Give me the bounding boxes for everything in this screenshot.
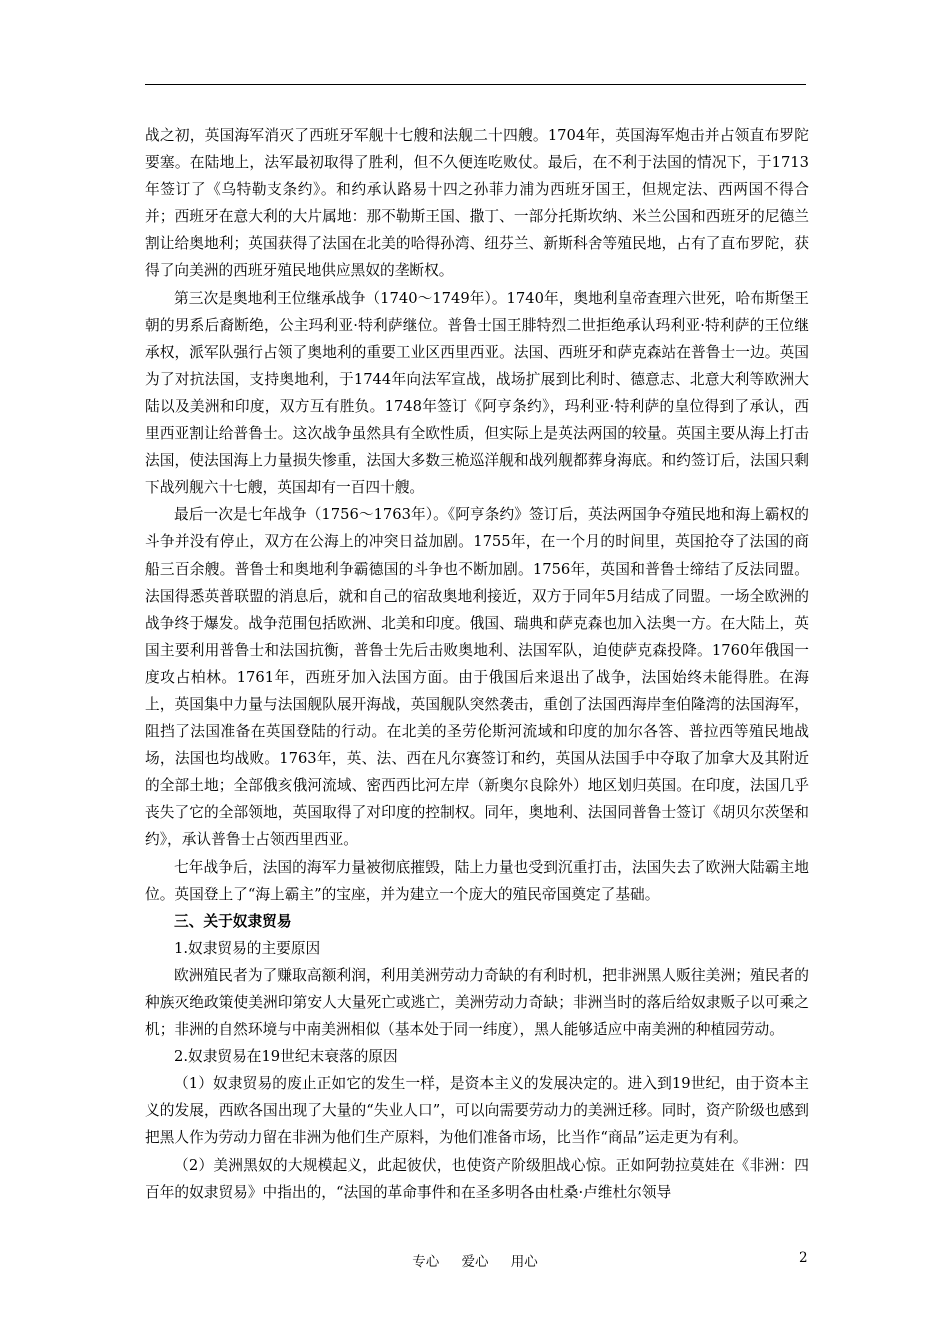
subheading: 1.奴隶贸易的主要原因 [174,939,321,957]
section-heading: 三、关于奴隶贸易 [174,912,292,930]
paragraph: 第三次是奥地利王位继承战争（1740～1749年）。1740年，奥地利皇帝查理六世死，哈布斯堡王朝的男系后裔断绝，公主玛利亚·特利萨继位。普鲁士国王腓特烈二世拒绝承认玛利亚·特利萨的王位继承权，派军队强行占领了奥地利的重要工业区西里西亚。法国、西班牙和萨克森站在普鲁士一边。英国为了对抗法国，支持奥地利，于1744年向法军宣战，战场扩展到比利时、德意志、北意大利等欧洲大陆以及美洲和印度，双方互有胜负。1748年签订《阿亨条约》，玛利亚·特利萨的皇位得到了承认，西里西亚割让给普鲁士。这次战争虽然具有全欧性质，但实际上是英法两国的较量。英国主要从海上打击法国，使法国海上力量损失惨重，法国大多数三桅巡洋舰和战列舰都葬身海底。和约签订后，法国只剩下战列舰六十七艘，英国却有一百四十艘。 [145,289,809,497]
paragraph: （2）美洲黑奴的大规模起义，此起彼伏，也使资产阶级胆战心惊。正如阿勃拉莫娃在《非洲：四百年的奴隶贸易》中指出的，“法国的革命事件和在圣多明各由杜桑·卢维杜尔领导 [145,1156,809,1201]
paragraph: （1）奴隶贸易的废止正如它的发生一样，是资本主义的发展决定的。进入到19世纪，由于资本主义的发展，西欧各国出现了大量的“失业人口”，可以向需要劳动力的美洲迁移。同时，资产阶级也感到把黑人作为劳动力留在非洲为他们生产原料，为他们准备市场，比当作“商品”运走更为有利。 [145,1075,809,1147]
subheading: 2.奴隶贸易在19世纪末衰落的原因 [174,1048,398,1066]
header-rule [145,84,806,85]
page-number: 2 [799,1250,808,1266]
paragraph: 七年战争后，法国的海军力量被彻底摧毁，陆上力量也受到沉重打击，法国失去了欧洲大陆霸主地位。英国登上了“海上霸主”的宝座，并为建立一个庞大的殖民帝国奠定了基础。 [145,858,809,903]
paragraph: 战之初，英国海军消灭了西班牙军舰十七艘和法舰二十四艘。1704年，英国海军炮击并占领直布罗陀要塞。在陆地上，法军最初取得了胜利，但不久便连吃败仗。最后，在不利于法国的情况下，于1713年签订了《乌特勒支条约》。和约承认路易十四之孙菲力浦为西班牙国王，但规定法、西两国不得合并；西班牙在意大利的大片属地：那不勒斯王国、撒丁、一部分托斯坎纳、米兰公国和西班牙的尼德兰割让给奥地利；英国获得了法国在北美的哈得孙湾、纽芬兰、新斯科舍等殖民地，占有了直布罗陀，获得了向美洲的西班牙殖民地供应黑奴的垄断权。 [145,127,809,280]
footer-motto: 专心 爱心 用心 [412,1254,538,1270]
paragraph: 欧洲殖民者为了赚取高额利润，利用美洲劳动力奇缺的有利时机，把非洲黑人贩往美洲；殖民者的种族灭绝政策使美洲印第安人大量死亡或逃亡，美洲劳动力奇缺；非洲当时的落后给奴隶贩子以可乘之机；非洲的自然环境与中南美洲相似（基本处于同一纬度），黑人能够适应中南美洲的种植园劳动。 [145,966,809,1039]
document-body [145,122,809,1206]
paragraph: 最后一次是七年战争（1756～1763年）。《阿亨条约》签订后，英法两国争夺殖民地和海上霸权的斗争并没有停止，双方在公海上的冲突日益加剧。1755年，在一个月的时间里，英国抢夺了法国的商船三百余艘。普鲁士和奥地利争霸德国的斗争也不断加剧。1756年，英国和普鲁士缔结了反法同盟。法国得悉英普联盟的消息后，就和自己的宿敌奥地利接近，双方于同年5月结成了同盟。一场全欧洲的战争终于爆发。战争范围包括欧洲、北美和印度。俄国、瑞典和萨克森也加入法奥一方。在大陆上，英国主要利用普鲁士和法国抗衡，普鲁士先后击败奥地利、法国军队，迫使萨克森投降。1760年俄国一度攻占柏林。1761年，西班牙加入法国方面。由于俄国后来退出了战争，法国始终未能得胜。在海上，英国集中力量与法国舰队展开海战，英国舰队突然袭击，重创了法国西海岸奎伯隆湾的法国海军，阻挡了法国准备在英国登陆的行动。在北美的圣劳伦斯河流域和印度的加尔各答、普拉西等殖民地战场，法国也均战败。1763年，英、法、西在凡尔赛签订和约，英国从法国手中夺取了加拿大及其附近的全部土地；全部俄亥俄河流域、密西西比河左岸（新奥尔良除外）地区划归英国。在印度，法国几乎丧失了它的全部领地，英国取得了对印度的控制权。同年，奥地利、法国同普鲁士签订《胡贝尔茨堡和约》，承认普鲁士占领西里西亚。 [145,506,809,849]
